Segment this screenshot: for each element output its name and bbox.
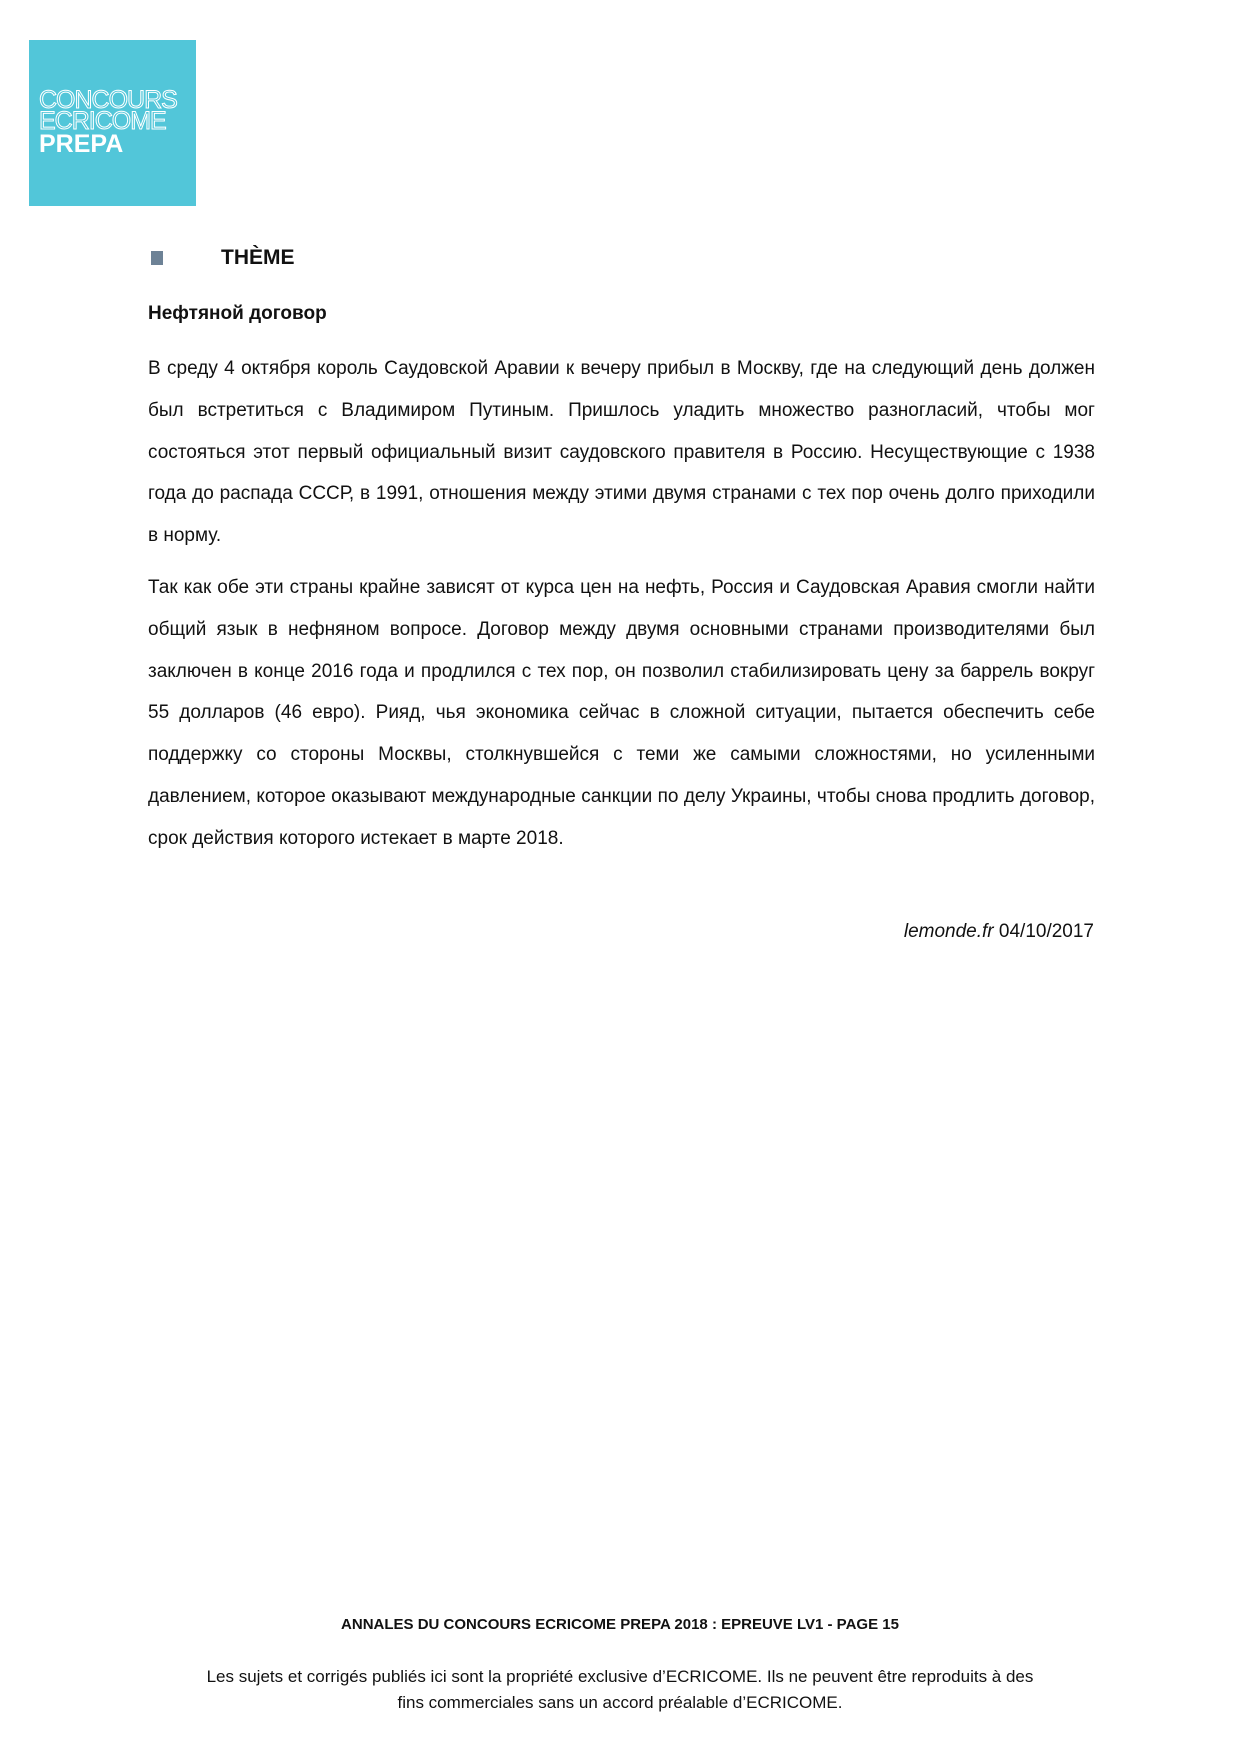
article-source (904, 918, 1094, 946)
logo-line-prepa: PREPA (39, 130, 124, 158)
logo-line-concours: CONCOURS (39, 86, 177, 114)
article-body (148, 348, 1095, 870)
logo-line-ecricome: ECRICOME (39, 107, 166, 135)
footer-copyright-note (150, 1664, 1090, 1716)
footer-note-line-1: Les sujets et corrigés publiés ici sont la propriété exclusive d’ECRICOME. Ils ne peuvent être reproduits à des (206, 1667, 1034, 1686)
section-title: THÈME (221, 246, 295, 269)
ecricome-logo (29, 40, 196, 206)
article-paragraph-1: В среду 4 октября король Саудовской Аравии к вечеру прибыл в Москву, где на следующий день должен был встретиться с Владимиром Путиным. Пришлось уладить множество разногласий, чтобы мог состояться этот первый официальный визит саудовского правителя в Россию. Несуществующие с 1938 года до распада СССР, в 1991, отношения между этими двумя странами с тех пор очень долго приходили в норму. (148, 358, 1095, 547)
footer-title: ANNALES DU CONCOURS ECRICOME PREPA 2018 : EPREUVE LV1 - PAGE 15 (341, 1616, 899, 1633)
source-date: 04/10/2017 (998, 921, 1094, 942)
section-heading (151, 244, 551, 272)
source-site: lemonde.fr (903, 921, 994, 942)
square-bullet-icon (151, 251, 163, 265)
article-paragraph-2: Так как обе эти страны крайне зависят от курса цен на нефть, Россия и Саудовская Аравия смогли найти общий язык в нефняном вопросе. Договор между двумя основными странами производителями был заключен в конце 2016 года и продлился с тех пор, он позволил стабилизировать цену за баррель вокруг 55 долларов (46 евро). Рияд, чья экономика сейчас в сложной ситуации, пытается обеспечить себе поддержку со стороны Москвы, столкнувшейся с теми же самыми сложностями, но усиленными давлением, которое оказывают международные санкции по делу Украины, чтобы снова продлить договор, срок действия которого истекает в марте 2018. (148, 576, 1095, 849)
article-title: Нефтяной договор (148, 303, 327, 324)
footer-note-line-2: fins commerciales sans un accord préalable d’ECRICOME. (397, 1693, 843, 1712)
